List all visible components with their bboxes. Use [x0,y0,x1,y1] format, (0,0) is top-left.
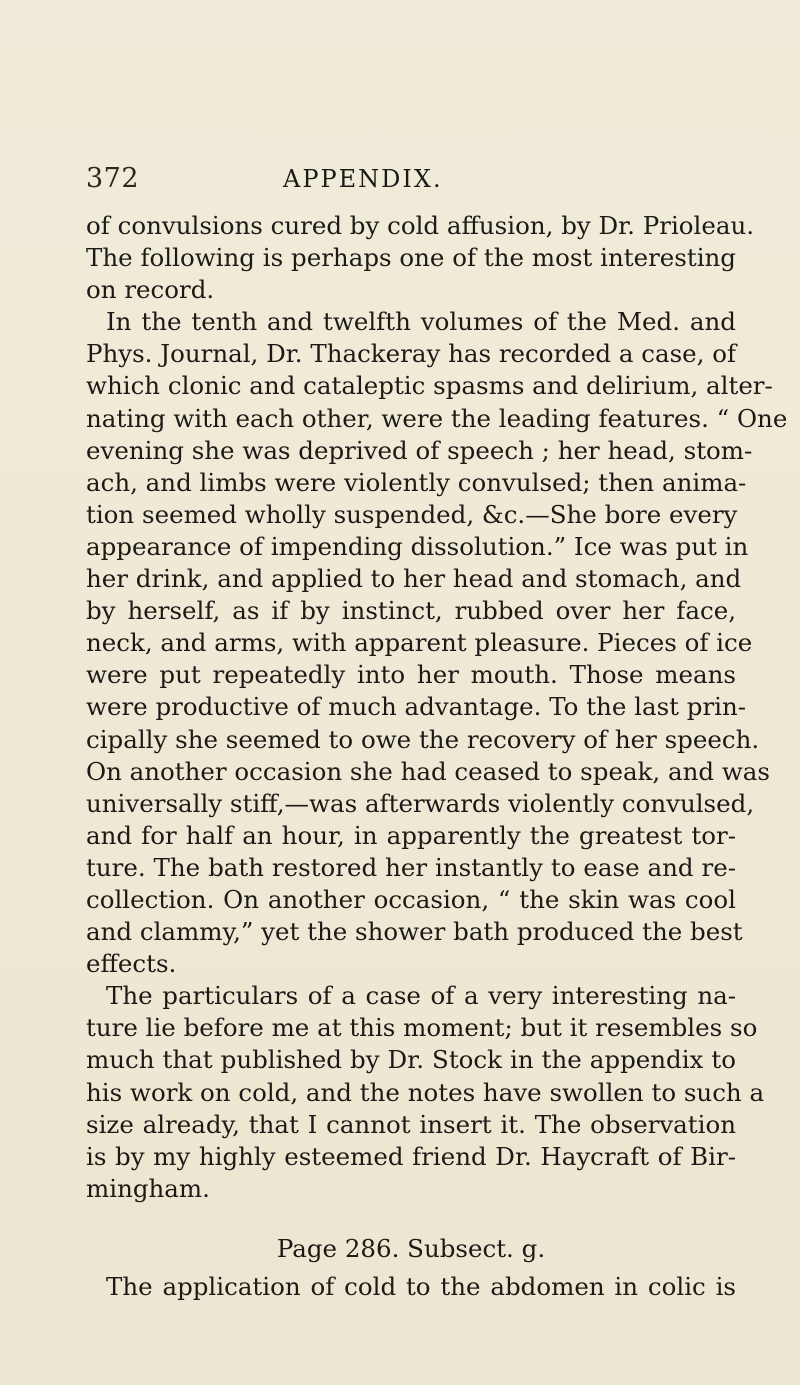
page-number: 372 [86,163,140,194]
paragraph-colic [86,1271,736,1303]
text-line: which clonic and cataleptic spasms and delirium, alter- [86,371,773,401]
paragraph-haycraft-case [86,980,765,1205]
text-line: were put repeatedly into her mouth. Those means [86,660,736,690]
text-line: collection. On another occasion, “ the skin was cool [86,884,736,914]
text-line: On another occasion she had ceased to speak, and was [86,756,770,786]
text-line: ture. The bath restored her instantly to ease and re- [86,852,736,882]
text-line: The application of cold to the abdomen in colic is [106,1271,736,1301]
text-line: were productive of much advantage. To the last prin- [86,692,747,722]
text-line: cipally she seemed to owe the recovery of her speech. [86,724,760,754]
paragraph-thackeray-case [86,306,788,980]
text-line: and for half an hour, in apparently the greatest tor- [86,820,736,850]
text-line: is by my highly esteemed friend Dr. Haycraft of Bir- [86,1141,736,1171]
text-line: tion seemed wholly suspended, &c.—She bore every [86,499,738,529]
running-title: APPENDIX. [283,165,443,193]
text-line: effects. [86,949,177,979]
text-line: universally stiff,—was afterwards violently convulsed, [86,788,755,818]
text-line: The following is perhaps one of the most interesting [86,243,736,273]
text-line: his work on cold, and the notes have swollen to such a [86,1077,765,1107]
text-line: much that published by Dr. Stock in the appendix to [86,1045,736,1075]
text-line: Phys. Journal, Dr. Thackeray has recorded a case, of [86,339,737,369]
text-line: ach, and limbs were violently convulsed; then anima- [86,467,747,497]
text-line: of convulsions cured by cold affusion, by Dr. Prioleau. [86,211,755,240]
text-line: ture lie before me at this moment; but it resembles so [86,1013,758,1043]
text-line: and clammy,” yet the shower bath produced the best [86,917,743,947]
text-line: on record. [86,275,215,305]
text-line: appearance of impending dissolution.” Ice was put in [86,531,749,561]
text-line: In the tenth and twelfth volumes of the Med. and [106,307,736,337]
text-line: mingham. [86,1173,210,1203]
text-line: size already, that I cannot insert it. The observation [86,1109,736,1139]
text-line: nating with each other, were the leading features. “ One [86,403,788,433]
text-line: her drink, and applied to her head and stomach, and [86,564,742,594]
section-heading: Page 286. Subsect. g. [276,1233,546,1263]
running-head [86,163,736,199]
paragraph-continuation [86,210,755,306]
text-line: neck, and arms, with apparent pleasure. Pieces of ice [86,628,753,658]
text-line: The particulars of a case of a very interesting na- [106,981,736,1011]
body-text [86,210,788,1303]
text-line: by herself, as if by instinct, rubbed over her face, [86,596,736,626]
text-line: evening she was deprived of speech ; her head, stom- [86,435,753,465]
